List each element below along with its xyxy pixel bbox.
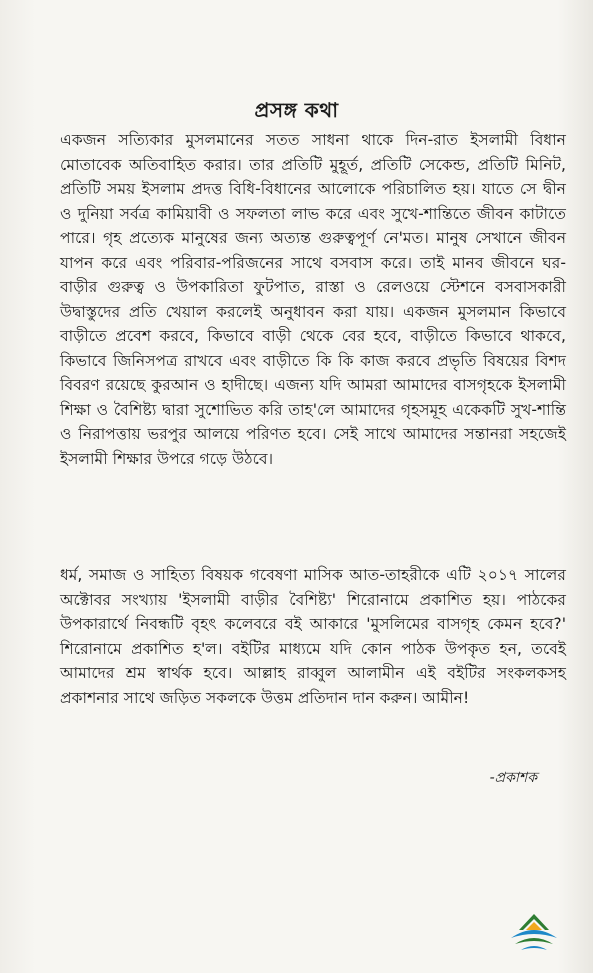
paragraph-2: ধর্ম, সমাজ ও সাহিত্য বিষয়ক গবেষণা মাসিক আত-তাহরীকে এটি ২০১৭ সালের অক্টোবর সংখ্যায় 'ইসলামী বাড়ীর বৈশিষ্ট্য' শিরোনামে প্রকাশিত হয়। পাঠকের উপকারার্থে নিবন্ধটি বৃহৎ কলেবরে বই আকারে 'মুসলিমের বাসগৃহ কেমন হবে?' শিরোনামে প্রকাশিত হ'ল। বইটির মাধ্যমে যদি কোন পাঠক উপকৃত হন, তবেই আমাদের শ্রম স্বার্থক হবে। আল্লাহ রাব্বুল আলামীন এই বইটির সংকলকসহ প্রকাশনার সাথে জড়িত সকলকে উত্তম প্রতিদান দান করুন। আমীন!: [60, 566, 566, 707]
page-title: প্রসঙ্গ কথা: [254, 98, 339, 122]
publisher-logo-icon: [505, 910, 563, 954]
paragraph-1: একজন সত্যিকার মুসলমানের সতত সাধনা থাকে দিন-রাত ইসলামী বিধান মোতাবেক অতিবাহিত করার। তার প্রতিটি মুহূর্ত, প্রতিটি সেকেন্ড, প্রতিটি মিনিট, প্রতিটি সময় ইসলাম প্রদত্ত বিধি-বিধানের আলোকে পরিচালিত হয়। যাতে সে দ্বীন ও দুনিয়া সর্বত্র কামিয়াবী ও সফলতা লাভ করে এবং সুখে-শান্তিতে জীবন কাটাতে পারে। গৃহ প্রত্যেক মানুষের জন্য অত্যন্ত গুরুত্বপূর্ণ নে'মত। মানুষ সেখানে জীবন যাপন করে এবং পরিবার-পরিজনের সাথে বসবাস করে। তাই মানব জীবনে ঘর-বাড়ীর গুরুত্ব ও উপকারিতা ফুটপাত, রাস্তা ও রেলওয়ে স্টেশনে বসবাসকারী উদ্বাস্তুদের প্রতি খেয়াল করলেই অনুধাবন করা যায়। একজন মুসলমান কিভাবে বাড়ীতে প্রবেশ করবে, কিভাবে বাড়ী থেকে বের হবে, বাড়ীতে কিভাবে থাকবে, কিভাবে জিনিসপত্র রাখবে এবং বাড়ীতে কি কি কাজ করবে প্রভৃতি বিষয়ের বিশদ বিবরণ রয়েছে কুরআন ও হাদীছে। এজন্য যদি আমরা আমাদের বাসগৃহকে ইসলামী শিক্ষা ও বৈশিষ্ট্য দ্বারা সুশোভিত করি তাহ'লে আমাদের গৃহসমূহ একেকটি সুখ-শান্তি ও নিরাপত্তায় ভরপুর আলয়ে পরিণত হবে। সেই সাথে আমাদের সন্তানরা সহজেই ইসলামী শিক্ষার উপরে গড়ে উঠবে।: [60, 131, 566, 468]
publisher-signature: -প্রকাশক: [489, 770, 537, 786]
